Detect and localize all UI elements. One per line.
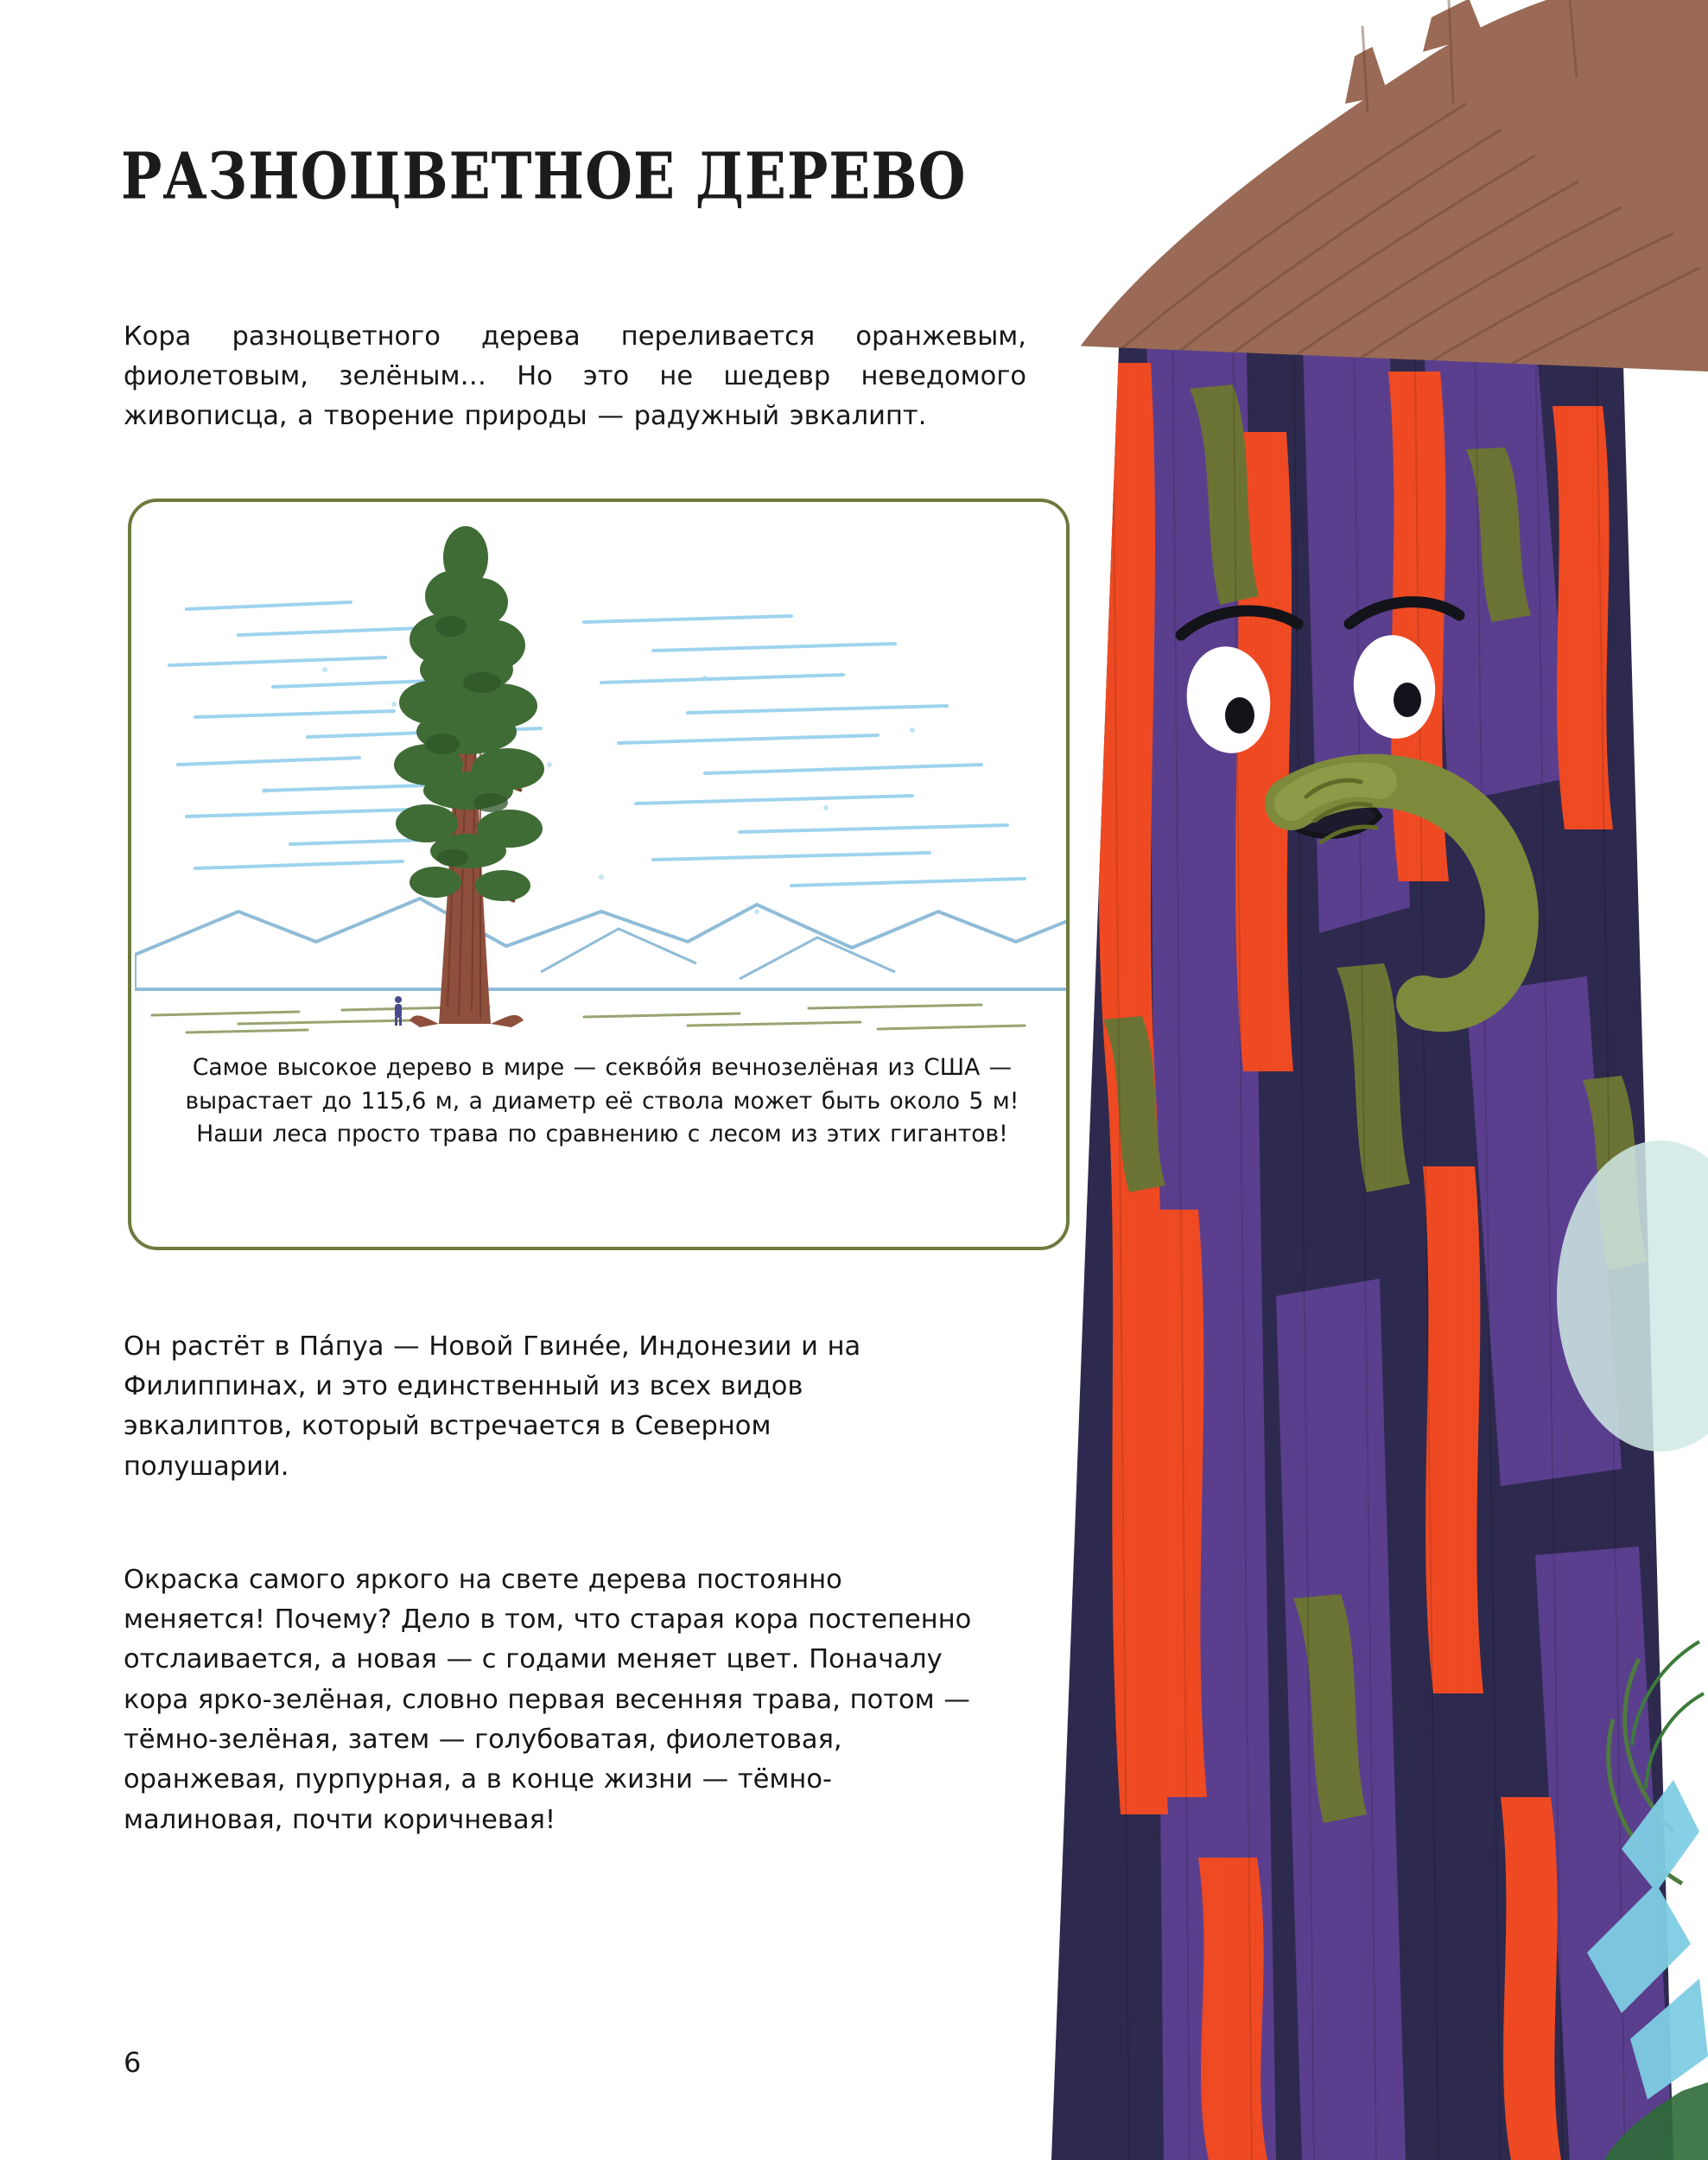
giant-sequoia-illustration [135, 505, 1070, 1041]
intro-paragraph: Кора разноцветного дерева переливается оранжевым, фиолетовым, зелёным… Но это не шедевр неведомого живописца, а творение природы — радужный эвкалипт. [124, 321, 1026, 432]
fact-box-caption: Самое высокое дерево в мире — секво́йя вечнозелёная из США — вырастает до 115,6 м, а диаметр её ствола может быть около 5 м! Наши леса просто трава по сравнению с лесом из этих гигантов! [185, 1054, 1019, 1148]
page-number: 6 [124, 2046, 142, 2079]
body-paragraph-2: Он растёт в Па́пуа — Новой Гвине́е, Индонезии и на Филиппинах, и это единственный из всех видов эвкалиптов, который встречается в Северном полушарии. [124, 1331, 861, 1482]
fact-box [128, 499, 1070, 1250]
body-paragraph-3: Окраска самого яркого на свете дерева постоянно меняется! Почему? Дело в том, что старая кора постепенно отслаивается, а новая — с годами меняет цвет. Поначалу кора ярко-зелёная, словно первая весенняя трава, потом — тёмно-зелёная, затем — голубоватая, фиолетовая, оранжевая, пурпурная, а в конце жизни — тёмно-малиновая, почти коричневая! [124, 1564, 972, 1835]
page-title: РАЗНОЦВЕТНОЕ ДЕРЕВО [121, 138, 967, 214]
rainbow-eucalyptus-illustration [1017, 0, 1708, 2160]
